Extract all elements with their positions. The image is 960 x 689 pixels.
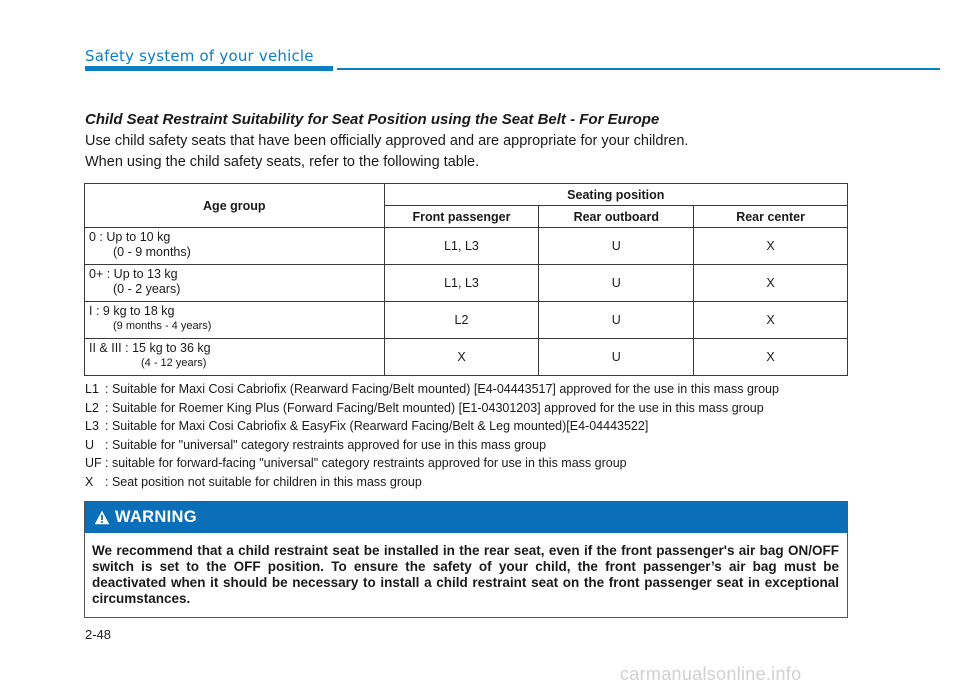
legend-code: L1 xyxy=(85,382,99,396)
legend-text: : Seat position not suitable for children in this mass group xyxy=(105,474,422,489)
legend-text: : Suitable for Roemer King Plus (Forward Facing/Belt mounted) [E1-04301203] approved for the use in this mass group xyxy=(105,400,764,415)
rear-outboard-cell: U xyxy=(539,339,694,376)
rear-outboard-cell: U xyxy=(539,302,694,339)
warning-title: WARNING xyxy=(115,508,197,526)
seating-position-header: Seating position xyxy=(384,184,847,206)
legend-item xyxy=(85,399,779,418)
age-period: (4 - 12 years) xyxy=(141,357,207,369)
column-header-rear-outboard: Rear outboard xyxy=(539,206,694,228)
page-number: 2-48 xyxy=(85,627,112,642)
intro-text-1: Use child safety seats that have been officially approved and are appropriate for your children. xyxy=(85,133,689,149)
warning-box xyxy=(84,501,848,618)
legend-text: : Suitable for "universal" category restraints approved for use in this mass group xyxy=(105,437,547,452)
legend-text: : Suitable for Maxi Cosi Cabriofix (Rearward Facing/Belt mounted) [E4-04443517] approved for the use in this mass group xyxy=(105,382,779,396)
age-group-header: Age group xyxy=(85,184,385,228)
suitability-table xyxy=(84,183,848,376)
legend-text: : Suitable for Maxi Cosi Cabriofix & EasyFix (Rearward Facing/Belt & Leg mounted)[E4-04443522] xyxy=(105,419,649,433)
column-header-front-passenger: Front passenger xyxy=(384,206,539,228)
rear-outboard-cell: U xyxy=(539,265,694,302)
rear-center-cell: X xyxy=(694,265,848,302)
section-title: Safety system of your vehicle xyxy=(85,47,314,65)
rear-center-cell: X xyxy=(694,339,848,376)
column-header-rear-center: Rear center xyxy=(694,206,848,228)
age-period: (0 - 9 months) xyxy=(113,245,191,259)
rear-outboard-cell: U xyxy=(539,228,694,265)
front-passenger-cell: X xyxy=(384,339,539,376)
table-row xyxy=(85,339,848,376)
front-passenger-cell: L2 xyxy=(384,302,539,339)
age-period: (0 - 2 years) xyxy=(113,282,181,296)
warning-text: We recommend that a child restraint seat be installed in the rear seat, even if the front passenger's air bag ON/OFF switch is set to the OFF position. To ensure the safety of your child, the front passenger’s air bag must be deactivated when it should be necessary to install a child restraint seat on the front passenger seat in exceptional circumstances. xyxy=(92,543,839,606)
legend-item xyxy=(85,473,779,492)
legend-code: L3 xyxy=(85,419,99,433)
legend-item xyxy=(85,417,779,436)
rear-center-cell: X xyxy=(694,228,848,265)
header-bar-thin xyxy=(337,68,940,70)
age-cell xyxy=(85,265,385,302)
age-range: 0 : Up to 10 kg xyxy=(89,230,171,244)
page-heading: Child Seat Restraint Suitability for Seat Position using the Seat Belt - For Europe xyxy=(85,111,660,128)
legend-code: U xyxy=(85,437,95,452)
legend-code: L2 xyxy=(85,400,99,415)
section-header xyxy=(85,47,940,73)
table-row xyxy=(85,265,848,302)
age-cell xyxy=(85,302,385,339)
legend-code: UF xyxy=(85,456,102,470)
age-range: II & III : 15 kg to 36 kg xyxy=(89,341,211,355)
warning-triangle-icon xyxy=(94,510,110,525)
age-cell xyxy=(85,339,385,376)
front-passenger-cell: L1, L3 xyxy=(384,265,539,302)
rear-center-cell: X xyxy=(694,302,848,339)
table-row xyxy=(85,228,848,265)
legend-item xyxy=(85,380,779,399)
intro-text-2: When using the child safety seats, refer to the following table. xyxy=(85,154,480,170)
table-row xyxy=(85,302,848,339)
watermark: carmanualsonline.info xyxy=(620,664,802,684)
age-range: 0+ : Up to 13 kg xyxy=(89,267,178,281)
header-bar-thick xyxy=(85,66,333,71)
legend-text: : suitable for forward-facing "universal" category restraints approved for use in this mass group xyxy=(105,456,627,470)
legend-item xyxy=(85,454,779,473)
age-period: (9 months - 4 years) xyxy=(113,320,212,332)
age-range: I : 9 kg to 18 kg xyxy=(89,304,175,318)
front-passenger-cell: L1, L3 xyxy=(384,228,539,265)
legend-code: X xyxy=(85,474,94,489)
legend-item xyxy=(85,436,779,455)
age-cell xyxy=(85,228,385,265)
warning-header xyxy=(85,502,847,533)
legend-list xyxy=(85,380,779,491)
